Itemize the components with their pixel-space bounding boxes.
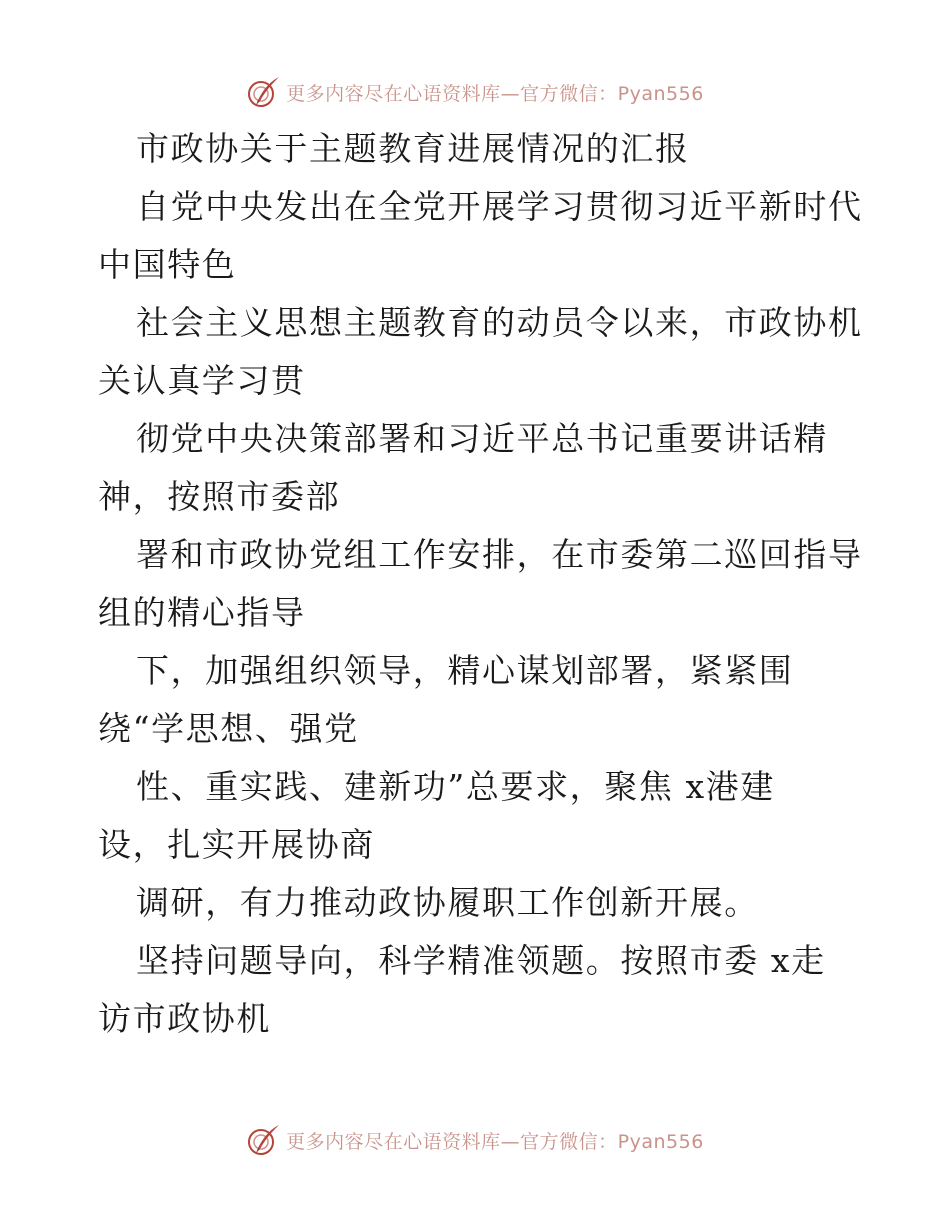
text-line: 关认真学习贯 (98, 361, 306, 400)
text-line: 中国特色 (98, 245, 237, 284)
text-line: 性、重实践、建新功”总要求，聚焦 x港建 (136, 767, 775, 806)
quill-pen-logo (246, 74, 282, 110)
text-line: 社会主义思想主题教育的动员令以来，市政协机 (136, 303, 863, 342)
text-line: 神，按照市委部 (98, 477, 341, 516)
text-line: 下，加强组织领导，精心谋划部署，紧紧围 (136, 651, 794, 690)
document-title: 市政协关于主题教育进展情况的汇报 (136, 129, 690, 168)
text-line: 调研，有力推动政协履职工作创新开展。 (136, 883, 759, 922)
watermark-text: 更多内容尽在心语资料库—官方微信：Pyan556 (286, 1130, 704, 1153)
text-line: 绕“学思想、强党 (98, 709, 359, 748)
text-line: 访市政协机 (98, 999, 271, 1038)
text-line: 署和市政协党组工作安排，在市委第二巡回指导 (136, 535, 863, 574)
footer-watermark (0, 1120, 950, 1160)
watermark-text: 更多内容尽在心语资料库—官方微信：Pyan556 (286, 82, 704, 105)
header-watermark (0, 72, 950, 112)
quill-pen-logo (246, 1122, 282, 1158)
text-line: 设，扎实开展协商 (98, 825, 375, 864)
text-line: 组的精心指导 (98, 593, 306, 632)
text-line: 自党中央发出在全党开展学习贯彻习近平新时代 (136, 187, 863, 226)
text-line: 坚持问题导向，科学精准领题。按照市委 x走 (136, 941, 826, 980)
text-line: 彻党中央决策部署和习近平总书记重要讲话精 (136, 419, 828, 458)
document-body (98, 120, 868, 1048)
